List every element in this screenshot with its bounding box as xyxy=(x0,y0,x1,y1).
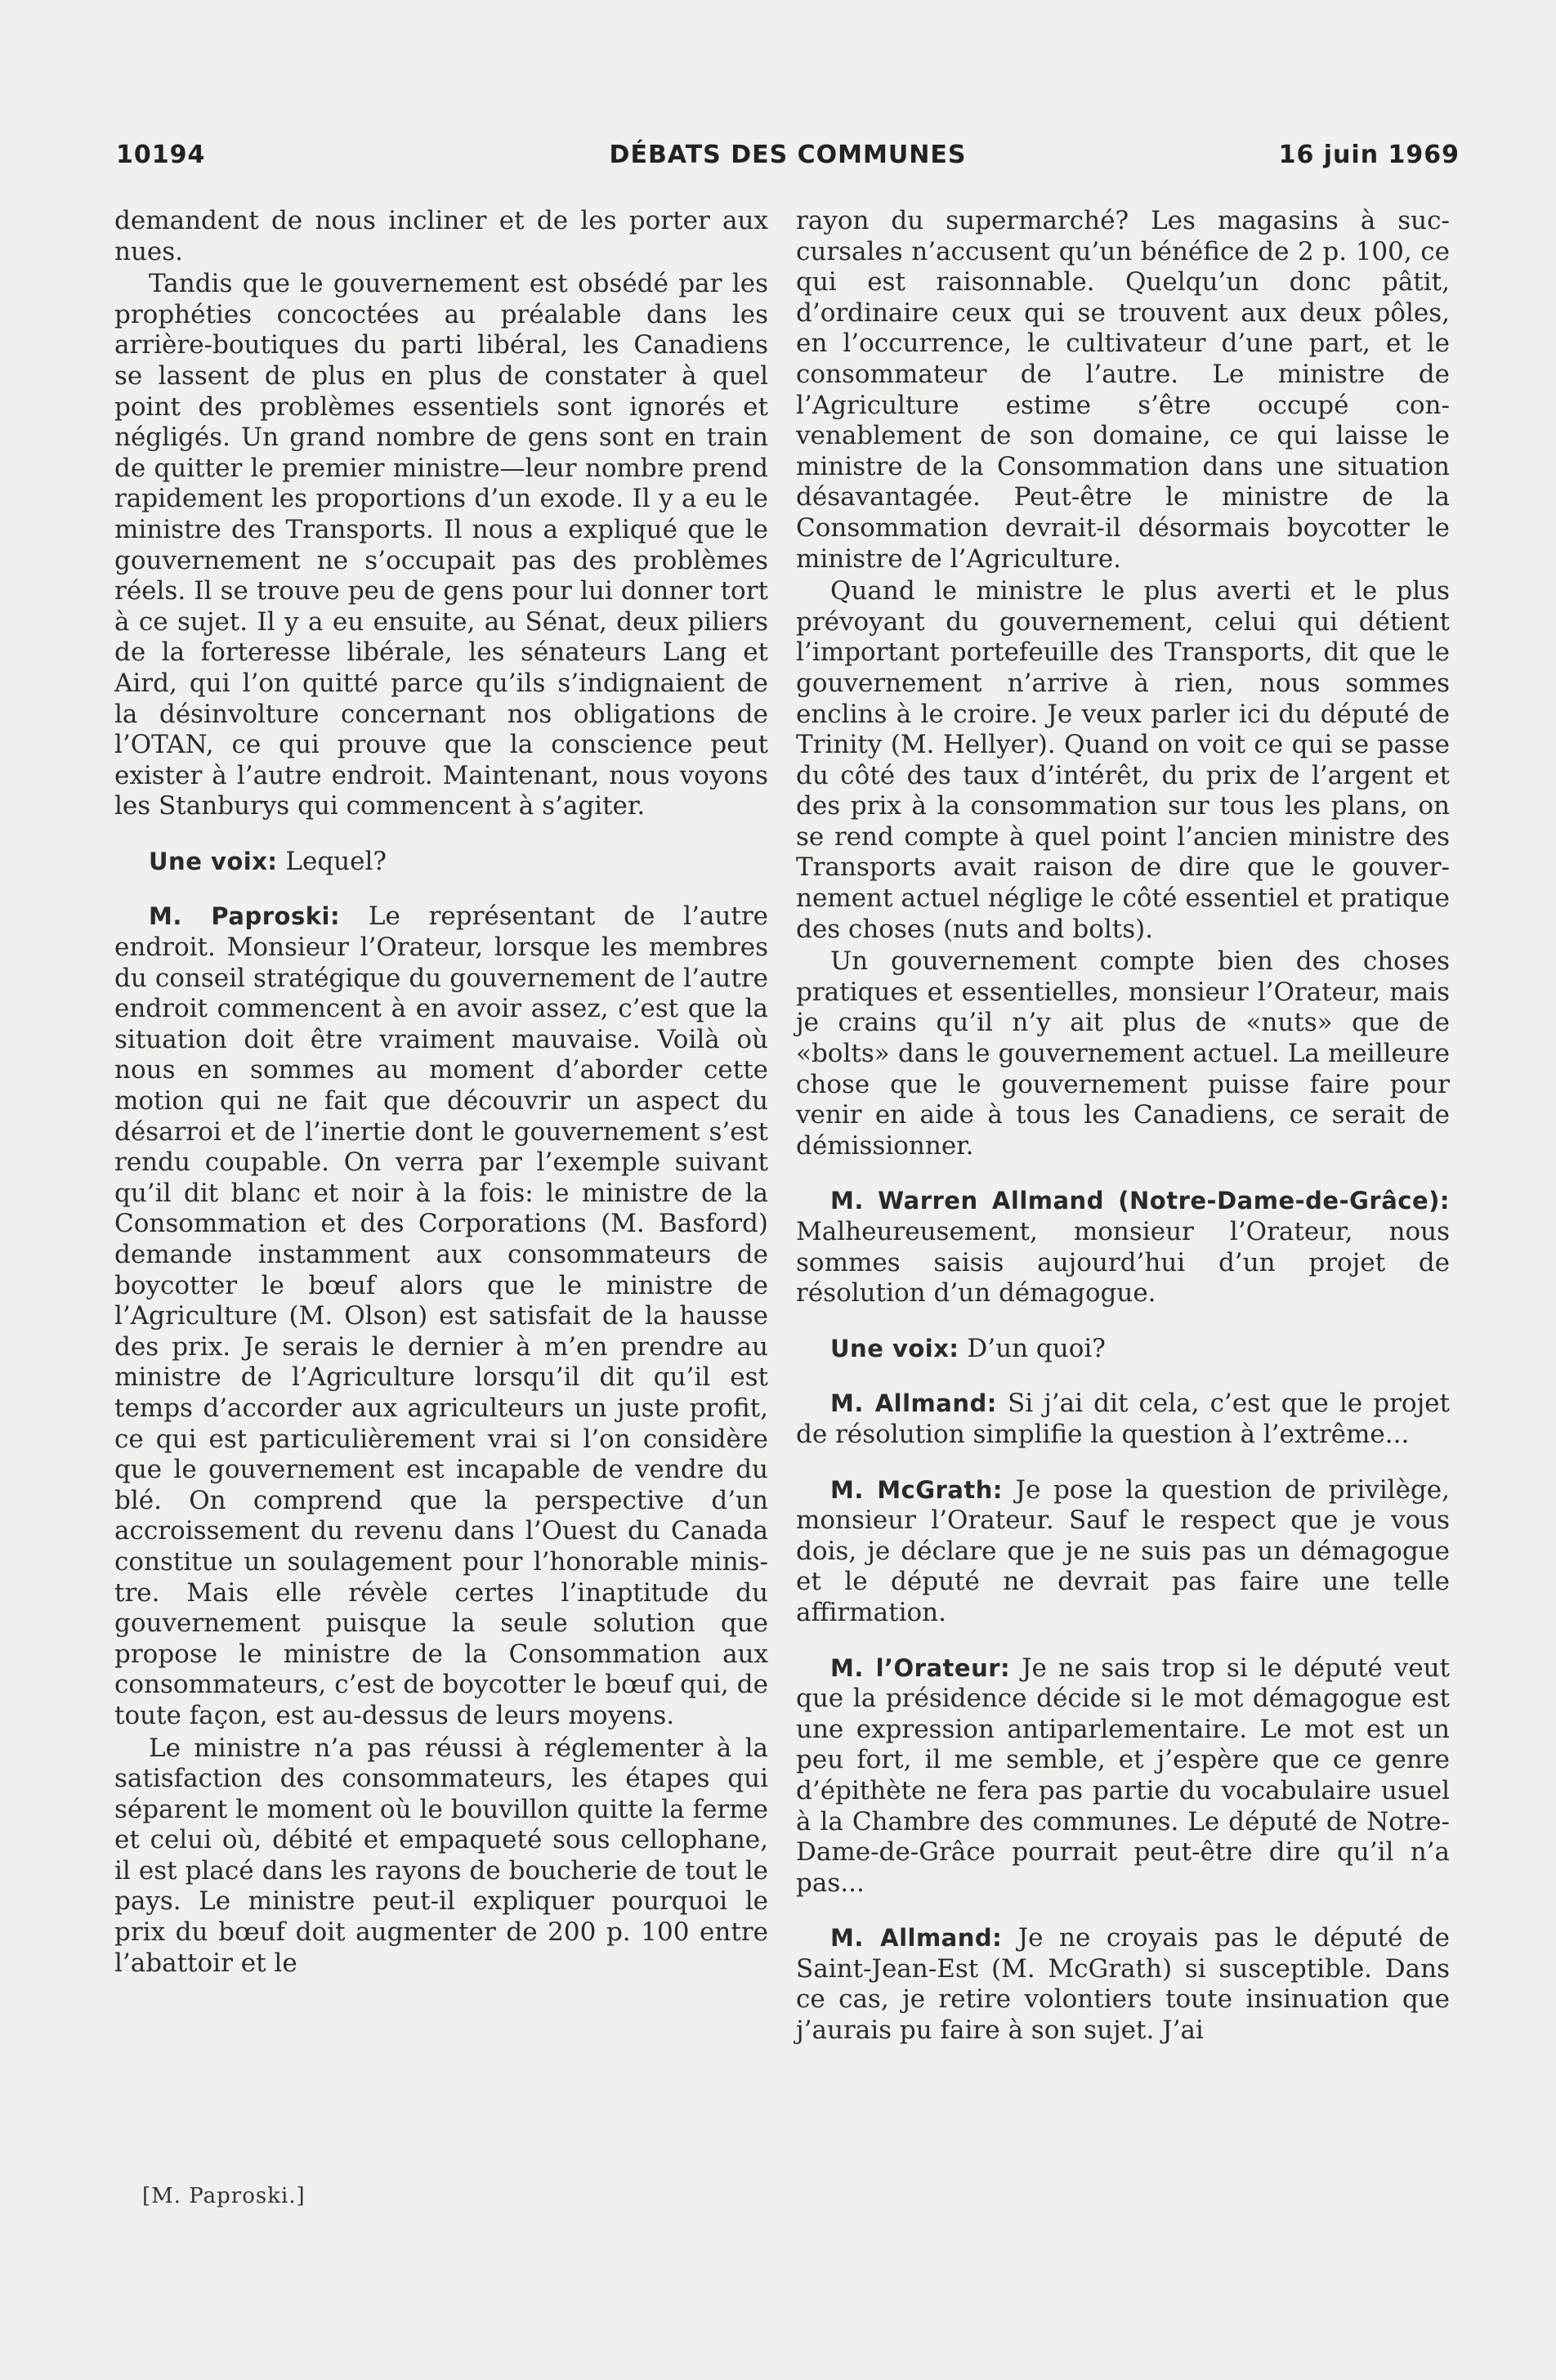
paragraph: Le ministre n’a pas réussi à réglementer à la satisfaction des consommateurs, les étapes qui séparent le moment où le bouvillon quitte la ferme et celui où, débité et empaqueté sous cellophane, il est placé dans les rayons de boucherie de tout le pays. Le ministre peut-il expliquer pourquoi le prix du bœuf doit augmenter de 200 p. 100 entre l’abattoir et le xyxy=(114,1733,768,1978)
speech-text: D’un quoi? xyxy=(967,1333,1106,1363)
paragraph: rayon du supermarché? Les magasins à succursales n’accusent qu’un bénéfice de 2 p. 100, ce qui est raisonnable. Quelqu’un donc pâtit, d’ordinaire ceux qui se trouvent aux deux pôles, en l’occurrence, le cultivateur d’une part, et le consommateur de l’autre. Le ministre de l’Agriculture estime s’être occupé convenablement de son domaine, ce qui laisse le ministre de la Consommation dans une situation désavantagée. Peut-être le ministre de la Consommation devrait-il désormais boycotter le ministre de l’Agriculture. xyxy=(796,206,1450,574)
speech-text: Je ne croyais pas le député de Saint-Jean-Est (M. McGrath) si susceptible. Dans ce cas, je retire volontiers toute insinuation que j’aurais pu faire à son sujet. J’ai xyxy=(796,1923,1450,2046)
paragraph: Tandis que le gouvernement est obsédé par les prophéties concoctées au préalable dans les arrière-boutiques du parti libéral, les Canadiens se lassent de plus en plus de constater à quel point des problèmes essentiels sont ignorés et négligés. Un grand nombre de gens sont en train de quitter le premier ministre—leur nombre prend rapidement les proportions d’un exode. Il y a eu le ministre des Transports. Il nous a expliqué que le gouvernement ne s’occupait pas des problèmes réels. Il se trouve peu de gens pour lui donner tort à ce sujet. Il y a eu ensuite, au Sénat, deux piliers de la forteresse libérale, les sénateurs Lang et Aird, qui l’on quitté parce qu’ils s’indignaient de la désinvolture concernant nos obligations de l’OTAN, ce qui prouve que la conscience peut exister à l’autre endroit. Maintenant, nous voyons les Stanburys qui commencent à s’agiter. xyxy=(114,269,768,821)
paragraph: demandent de nous incliner et de les porter aux nues. xyxy=(114,206,768,266)
speaker-name: M. Allmand: xyxy=(830,1389,997,1418)
speech xyxy=(114,901,768,1731)
speaker-name: M. Paproski: xyxy=(149,902,341,931)
paragraph: Quand le ministre le plus averti et le plus prévoyant du gouvernement, celui qui détient l’important portefeuille des Transports, dit que le gouvernement n’arrive à rien, nous sommes enclins à le croire. Je veux parler ici du député de Trinity (M. Hellyer). Quand on voit ce qui se passe du côté des taux d’intérêt, du prix de l’argent et des prix à la consommation sur tous les plans, on se rend compte à quel point l’ancien ministre des Transports avait raison de dire que le gouvernement actuel néglige le côté essentiel et pratique des choses (nuts and bolts). xyxy=(796,576,1450,944)
speaker-name: M. Warren Allmand (Notre-Dame-de-Grâce): xyxy=(830,1187,1450,1215)
speaker-name: M. McGrath: xyxy=(830,1475,1004,1504)
speech xyxy=(796,1475,1450,1629)
page-title: DÉBATS DES COMMUNES xyxy=(609,141,967,169)
speech-text: Malheureusement, monsieur l’Orateur, nous sommes saisis aujourd’hui d’un projet de résolution d’un démagogue. xyxy=(796,1217,1450,1309)
page-header xyxy=(116,141,1460,178)
speech xyxy=(796,1923,1450,2046)
speaker-footnote: [M. Paproski.] xyxy=(142,2184,306,2208)
paragraph: Un gouvernement compte bien des choses pratiques et essentielles, monsieur l’Orateur, mais je crains qu’il n’y ait plus de «nuts» que de «bolts» dans le gouvernement actuel. La meilleure chose que le gouvernement puisse faire pour venir en aide à tous les Canadiens, ce serait de démissionner. xyxy=(796,946,1450,1161)
speech-text: Lequel? xyxy=(285,846,387,876)
speech-text: Le représentant de l’autre endroit. Monsieur l’Orateur, lorsque les membres du conseil stratégique du gouvernement de l’autre endroit commencent à en avoir assez, c’est que la situation doit être vraiment mauvaise. Voilà où nous en sommes au moment d’aborder cette motion qui ne fait que découvrir un aspect du désarroi et de l’inertie dont le gouvernement s’est rendu coupable. On verra par l’exemple suivant qu’il dit blanc et noir à la fois: le ministre de la Consommation et des Corporations (M. Basford) demande instamment aux consommateurs de boycotter le bœuf alors que le ministre de l’Agriculture (M. Olson) est satisfait de la hausse des prix. Je serais le dernier à m’en prendre au ministre de l’Agriculture lorsqu’il dit qu’il est temps d’accorder aux agriculteurs un juste profit, ce qui est particulièrement vrai si l’on considère que le gouvernement est incapable de vendre du blé. On comprend que la perspective d’un accroissement du revenu dans l’Ouest du Canada constitue un soulagement pour l’honorable ministre. Mais elle révèle certes l’inaptitude du gouvernement puisque la seule solution que propose le ministre de la Consommation aux consommateurs, c’est de boycotter le bœuf qui, de toute façon, est au-dessus de leurs moyens. xyxy=(114,901,768,1730)
speaker-name: M. l’Orateur: xyxy=(830,1653,1011,1682)
speaker-name: Une voix: xyxy=(830,1334,959,1362)
speech xyxy=(796,1186,1450,1309)
speaker-name: M. Allmand: xyxy=(830,1924,1003,1953)
speech-text: Je pose la question de privilège, monsieur l’Orateur. Sauf le respect que je vous dois, je déclare que je ne suis pas un démagogue et le député ne devrait pas faire une telle affirmation. xyxy=(796,1474,1450,1627)
page-number: 10194 xyxy=(116,141,206,169)
speaker-name: Une voix: xyxy=(149,847,278,875)
speech xyxy=(796,1653,1450,1899)
left-column xyxy=(114,206,768,1979)
page-date: 16 juin 1969 xyxy=(1278,141,1460,169)
speech xyxy=(796,1389,1450,1450)
right-column xyxy=(796,206,1450,2047)
speech xyxy=(114,847,768,878)
speech-text: Si j’ai dit cela, c’est que le projet de résolution simplifie la question à l’extrême... xyxy=(796,1389,1450,1449)
speech-text: Je ne sais trop si le député veut que la présidence décide si le mot démagogue est une expression antiparlementaire. Le mot est un peu fort, il me semble, et j’espère que ce genre d’épithète ne fera pas partie du vocabulaire usuel à la Chambre des communes. Le député de Notre-Dame-de-Grâce pourrait peut-être dire qu’il n’a pas... xyxy=(796,1653,1451,1898)
speech xyxy=(796,1334,1450,1365)
